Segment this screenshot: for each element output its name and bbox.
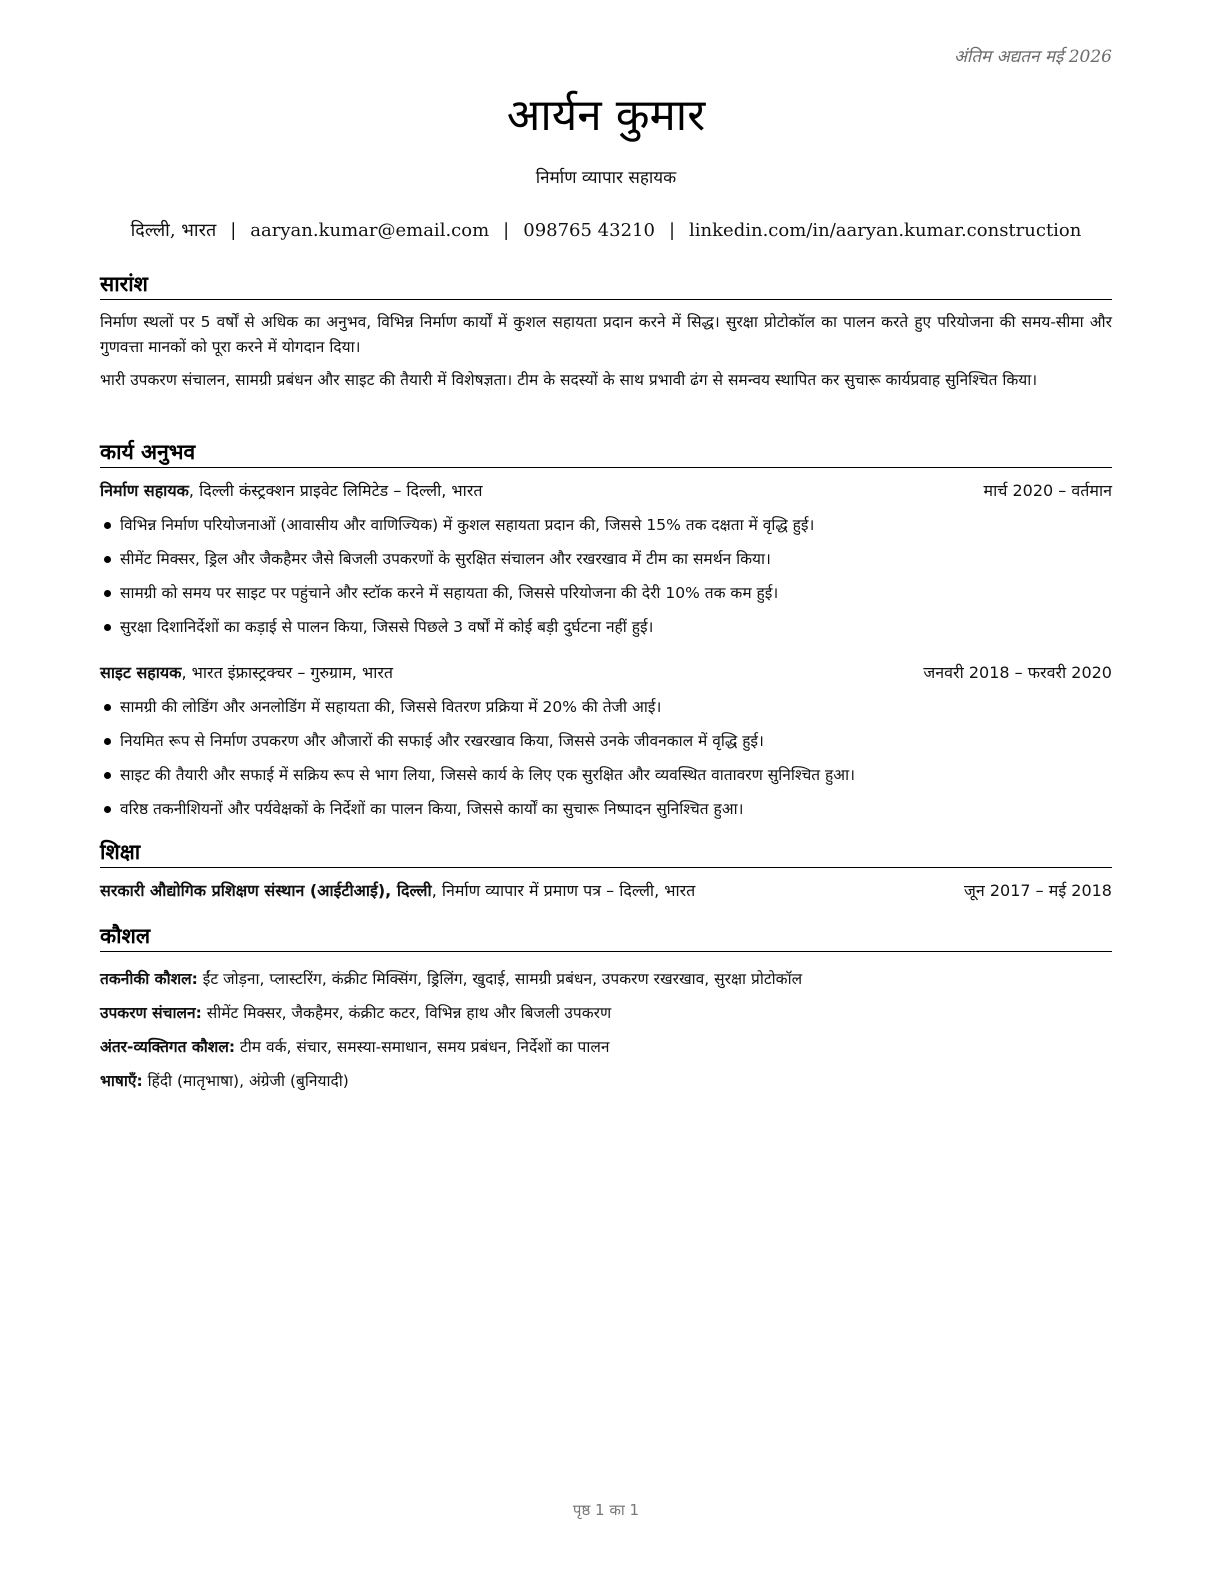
contact-location: दिल्ली, भारत [130,220,217,241]
job-organization: , भारत इंफ्रास्ट्रक्चर – गुरुग्राम, भारत [181,663,394,682]
job-bullet: सीमेंट मिक्सर, ड्रिल और जैकहैमर जैसे बिजली उपकरणों के सुरक्षित संचालन और रखरखाव में टीम का समर्थन किया। [100,542,1112,576]
page-number: पृष्ठ 1 का 1 [572,1501,640,1519]
job-bullets [100,508,1112,644]
education-heading: शिक्षा [100,838,1112,868]
job-entry [100,478,1112,644]
job-bullet: सुरक्षा दिशानिर्देशों का कड़ाई से पालन किया, जिससे पिछले 3 वर्षों में कोई बड़ी दुर्घटना नहीं हुई। [100,610,1112,644]
skill-label: तकनीकी कौशल: [100,970,198,988]
experience-section [100,438,1112,826]
education-institution: सरकारी औद्योगिक प्रशिक्षण संस्थान (आईटीआई), दिल्ली [100,881,432,900]
job-bullet: नियमित रूप से निर्माण उपकरण और औजारों की सफाई और रखरखाव किया, जिससे उनके जीवनकाल में वृद्धि हुई। [100,724,1112,758]
education-dates: जून 2017 – मई 2018 [964,881,1112,900]
contact-separator: | [503,220,510,241]
summary-paragraph: निर्माण स्थलों पर 5 वर्षों से अधिक का अनुभव, विभिन्न निर्माण कार्यों में कुशल सहायता प्रदान करने में सिद्ध। सुरक्षा प्रोटोकॉल का पालन करते हुए परियोजना की समय-सीमा और गुणवत्ता मानकों को पूरा करने में योगदान दिया। [100,313,1112,356]
job-dates: जनवरी 2018 – फरवरी 2020 [923,663,1112,682]
skill-value: टीम वर्क, संचार, समस्या-समाधान, समय प्रबंधन, निर्देशों का पालन [235,1038,610,1056]
education-section [100,838,1112,904]
skills-section [100,922,1112,1098]
job-dates: मार्च 2020 – वर्तमान [983,481,1112,500]
skills-heading: कौशल [100,922,1112,952]
skill-label: भाषाएँ: [100,1072,143,1090]
experience-heading: कार्य अनुभव [100,438,1112,468]
job-header [100,478,1112,504]
job-bullet: विभिन्न निर्माण परियोजनाओं (आवासीय और वाणिज्यिक) में कुशल सहायता प्रदान की, जिससे 15% तक दक्षता में वृद्धि हुई। [100,508,1112,542]
summary-paragraph: भारी उपकरण संचालन, सामग्री प्रबंधन और साइट की तैयारी में विशेषज्ञता। टीम के सदस्यों के साथ प्रभावी ढंग से समन्वय स्थापित कर सुचारू कार्यप्रवाह सुनिश्चित किया। [100,371,1038,389]
summary-heading: सारांश [100,270,1112,300]
skill-value: ईंट जोड़ना, प्लास्टरिंग, कंक्रीट मिक्सिंग, ड्रिलिंग, खुदाई, सामग्री प्रबंधन, उपकरण रखरखाव, सुरक्षा प्रोटोकॉल [197,970,803,988]
job-bullet: सामग्री को समय पर साइट पर पहुंचाने और स्टॉक करने में सहायता की, जिससे परियोजना की देरी 10% तक कम हुई। [100,576,1112,610]
contact-separator: | [668,220,676,241]
resume-page [100,0,1112,1584]
contact-line [100,218,1112,244]
skill-row [100,1064,1112,1098]
contact-phone[interactable]: 098765 43210 [523,220,655,241]
skill-row [100,1030,1112,1064]
job-entry [100,660,1112,826]
job-role: साइट सहायक [100,663,182,682]
skill-row [100,996,1112,1030]
skill-value: सीमेंट मिक्सर, जैकहैमर, कंक्रीट कटर, विभिन्न हाथ और बिजली उपकरण [201,1004,612,1022]
job-organization: , दिल्ली कंस्ट्रक्शन प्राइवेट लिमिटेड – दिल्ली, भारत [188,481,483,500]
last-updated: अंतिम अद्यतन मई 2026 [953,47,1112,67]
skill-label: उपकरण संचालन: [100,1004,202,1022]
job-position [100,660,393,686]
candidate-name: आर्यन कुमार [506,90,706,141]
job-bullet: वरिष्ठ तकनीशियनों और पर्यवेक्षकों के निर्देशों का पालन किया, जिससे कार्यों का सुचारू निष्पादन सुनिश्चित हुआ। [100,792,1112,826]
summary-section [100,270,1112,401]
job-bullet: सामग्री की लोडिंग और अनलोडिंग में सहायता की, जिससे वितरण प्रक्रिया में 20% की तेजी आई। [100,690,1112,724]
contact-email[interactable]: aaryan.kumar@email.com [250,220,490,241]
job-bullet: साइट की तैयारी और सफाई में सक्रिय रूप से भाग लिया, जिससे कार्य के लिए एक सुरक्षित और व्यवस्थित वातावरण सुनिश्चित हुआ। [100,758,1112,792]
skill-row [100,962,1112,996]
job-role: निर्माण सहायक [100,481,189,500]
skill-value: हिंदी (मातृभाषा), अंग्रेजी (बुनियादी) [142,1072,349,1090]
skill-label: अंतर-व्यक्तिगत कौशल: [100,1038,236,1056]
education-program [100,878,695,904]
job-bullets [100,690,1112,826]
candidate-title: निर्माण व्यापार सहायक [535,168,677,188]
contact-separator: | [230,220,237,241]
job-position [100,478,483,504]
education-entry [100,878,1112,904]
education-detail: , निर्माण व्यापार में प्रमाण पत्र – दिल्ली, भारत [431,881,696,900]
contact-linkedin[interactable]: linkedin.com/in/aaryan.kumar.construction [689,220,1082,241]
job-header [100,660,1112,686]
